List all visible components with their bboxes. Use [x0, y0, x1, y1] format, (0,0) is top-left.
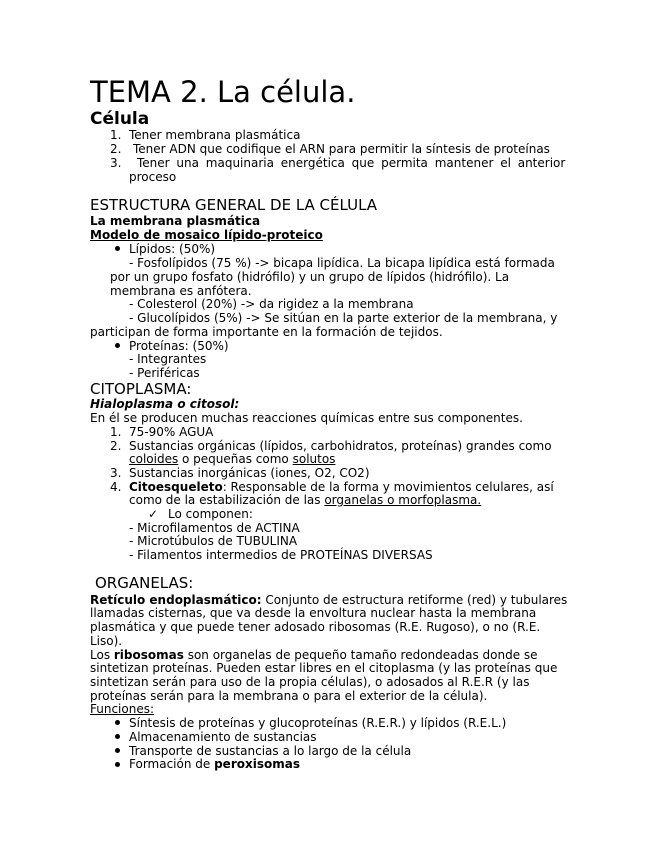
solutos-link-text: solutos	[292, 452, 336, 466]
list-number: 2.	[110, 439, 122, 453]
reticulo-line	[90, 593, 567, 607]
componen-line: Lo componen:	[168, 507, 253, 521]
list-number: 4.	[110, 480, 122, 494]
organelas-link-text: organelas o morfoplasma.	[324, 493, 482, 507]
bullet-icon	[115, 720, 120, 725]
bullet-icon	[115, 762, 120, 767]
citoplasma-heading: CITOPLASMA:	[90, 380, 192, 398]
list-item	[129, 480, 554, 494]
bullet-icon	[115, 343, 120, 348]
list-number: 3.	[110, 156, 122, 170]
list-number: 3.	[110, 466, 122, 480]
funcion-item: Transporte de sustancias a lo largo de la célula	[129, 744, 412, 758]
coloides-link-text: coloides	[129, 452, 179, 466]
reticulo-line: Liso).	[90, 634, 123, 648]
tubulina-line: - Microtúbulos de TUBULINA	[129, 534, 298, 548]
membrana-heading: La membrana plasmática	[90, 214, 261, 228]
list-item: Tener ADN que codifique el ARN para permitir la síntesis de proteínas	[133, 142, 550, 156]
actina-line: - Microfilamentos de ACTINA	[129, 521, 300, 535]
reticulo-line: plasmática y que puede tener adosado ribosomas (R.E. Rugoso), o no (R.E.	[90, 620, 541, 634]
glucolipidos-line: participan de forma importante en la formación de tejidos.	[90, 325, 443, 339]
checkmark-icon: ✓	[148, 507, 159, 521]
text-fragment: : Responsable de la forma y movimientos celulares, así	[222, 480, 554, 494]
filamentos-line: - Filamentos intermedios de PROTEÍNAS DIVERSAS	[129, 548, 433, 562]
fosfolipidos-line: por un grupo fosfato (hidrófilo) y un grupo de lípidos (hidrófilo). La	[110, 270, 510, 284]
list-item: 75-90% AGUA	[129, 425, 214, 439]
estructura-heading: ESTRUCTURA GENERAL DE LA CÉLULA	[90, 196, 378, 214]
bullet-icon	[115, 734, 120, 739]
list-item: Tener una maquinaria energética que permita mantener el anterior	[137, 156, 566, 170]
proteinas-item: Proteínas: (50%)	[129, 339, 229, 353]
list-item: Tener membrana plasmática	[129, 128, 301, 142]
perifericas-line: - Periféricas	[129, 366, 200, 380]
list-item-continuation	[129, 493, 481, 507]
modelo-heading: Modelo de mosaico lípido-proteico	[90, 228, 323, 242]
funcion-item: Síntesis de proteínas y glucoproteínas (R.E.R.) y lípidos (R.E.L.)	[129, 716, 507, 730]
text-fragment: como de la estabilización de las	[129, 493, 325, 507]
bullet-icon	[115, 246, 120, 251]
colesterol-line: - Colesterol (20%) -> da rigidez a la membrana	[129, 297, 414, 311]
page-title: TEMA 2. La célula.	[90, 75, 356, 109]
list-item: Sustancias orgánicas (lípidos, carbohidratos, proteínas) grandes como	[129, 439, 552, 453]
ribosomas-line: proteínas serán para la membrana o para el exterior de la célula).	[90, 689, 488, 703]
text-fragment: Los	[90, 648, 114, 662]
lipidos-item: Lípidos: (50%)	[129, 242, 216, 256]
celula-heading: Célula	[90, 109, 150, 129]
text-fragment: son organelas de pequeño tamaño redondeadas donde se	[183, 648, 538, 662]
list-item-continuation: proceso	[129, 170, 177, 184]
list-number: 1.	[110, 425, 122, 439]
glucolipidos-line: - Glucolípidos (5%) -> Se sitúan en la parte exterior de la membrana, y	[129, 311, 558, 325]
list-item: Sustancias inorgánicas (iones, O2, CO2)	[129, 466, 370, 480]
fosfolipidos-line: - Fosfolípidos (75 %) -> bicapa lipídica. La bicapa lipídica está formada	[129, 256, 555, 270]
list-number: 1.	[110, 128, 122, 142]
ribosomas-term: ribosomas	[113, 648, 184, 662]
peroxisomas-term: peroxisomas	[214, 757, 300, 771]
text-fragment: o pequeñas como	[178, 452, 293, 466]
ribosomas-line: sintetizan proteínas. Pueden estar libres en el citoplasma (y las proteínas que	[90, 661, 558, 675]
reticulo-line: llamadas cisternas, que va desde la envoltura nuclear hasta la membrana	[90, 606, 537, 620]
funciones-heading: Funciones:	[90, 702, 155, 716]
organelas-heading: ORGANELAS:	[95, 574, 194, 592]
list-item-continuation	[129, 452, 335, 466]
citoesqueleto-term: Citoesqueleto	[129, 480, 223, 494]
list-number: 2.	[110, 142, 122, 156]
text-fragment: Formación de	[129, 757, 215, 771]
funcion-item: Almacenamiento de sustancias	[129, 730, 317, 744]
citoplasma-intro: En él se producen muchas reacciones químicas entre sus componentes.	[90, 411, 523, 425]
hialoplasma-heading: Hialoplasma o citosol:	[90, 397, 240, 411]
funcion-item	[129, 757, 300, 771]
integrantes-line: - Integrantes	[129, 352, 207, 366]
fosfolipidos-line: membrana es anfótera.	[110, 284, 252, 298]
reticulo-term: Retículo endoplasmático:	[90, 593, 262, 607]
ribosomas-line	[90, 648, 538, 662]
ribosomas-line: sintetizan serán para uso de la propia células), o adosados al R.E.R (y las	[90, 675, 530, 689]
text-fragment: Conjunto de estructura retiforme (red) y tubulares	[261, 593, 568, 607]
bullet-icon	[115, 748, 120, 753]
